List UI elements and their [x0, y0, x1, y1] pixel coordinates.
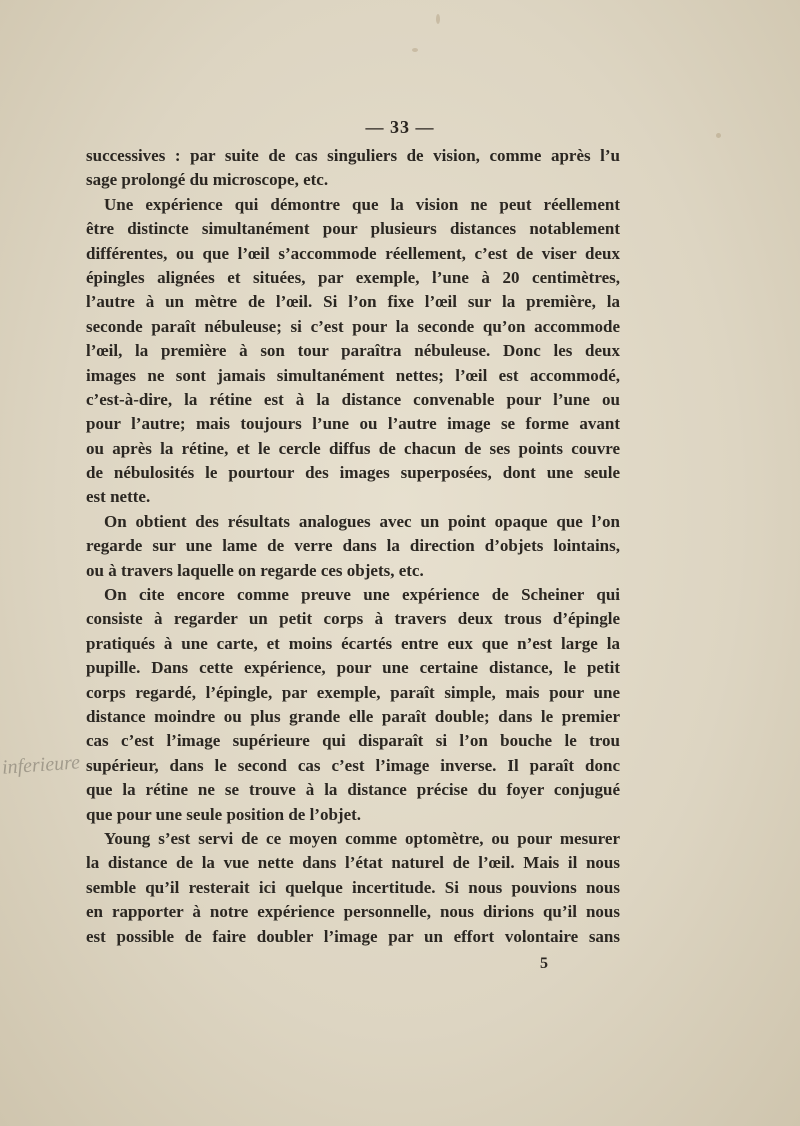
ink-spot	[436, 14, 440, 24]
text-line-content: sage prolongé du microscope, etc.	[86, 170, 329, 190]
text-line-content: images ne sont jamais simultanément nettes; l’œil est accommodé,	[86, 365, 620, 385]
text-line	[86, 290, 620, 314]
text-line	[86, 827, 620, 851]
text-line	[86, 803, 620, 827]
text-line-content: est nette.	[86, 487, 151, 507]
text-line-content: que pour une seule position de l’objet.	[86, 804, 362, 824]
signature-mark: 5	[540, 955, 548, 972]
text-line-content: l’autre à un mètre de l’œil. Si l’on fixe l’œil sur la première, la	[86, 292, 620, 312]
text-line-content: pratiqués à une carte, et moins écartés entre eux que n’est large la	[86, 633, 620, 653]
text-line-content: On cite encore comme preuve une expérience de Scheiner qui	[104, 585, 620, 605]
text-line-content: de nébulosités le pourtour des images superposées, dont une seule	[86, 463, 620, 483]
text-line-content: semble qu’il resterait ici quelque incertitude. Si nous pouvions nous	[86, 877, 620, 897]
text-line	[86, 437, 620, 461]
text-line	[86, 388, 620, 412]
page-number: — 33 —	[365, 117, 435, 137]
text-line	[86, 876, 620, 900]
text-line	[86, 900, 620, 924]
text-line-content: cas c’est l’image supérieure qui disparaît si l’on bouche le trou	[86, 731, 620, 751]
ink-spot	[412, 48, 418, 52]
text-line-content: la distance de la vue nette dans l’état naturel de l’œil. Mais il nous	[86, 853, 620, 873]
text-line	[86, 461, 620, 485]
text-line	[86, 559, 620, 583]
text-line-content: On obtient des résultats analogues avec un point opaque que l’on	[104, 511, 620, 531]
text-line-content: seconde paraît nébuleuse; si c’est pour la seconde qu’on accommode	[86, 316, 620, 336]
text-line-content: épingles alignées et situées, par exemple, l’une à 20 centimètres,	[86, 267, 620, 287]
text-line	[86, 607, 620, 631]
text-line	[86, 583, 620, 607]
text-line-content: Une expérience qui démontre que la vision ne peut réellement	[104, 194, 620, 214]
text-line	[86, 144, 620, 168]
text-line	[86, 656, 620, 680]
text-line	[86, 266, 620, 290]
handwritten-margin-note: inferieure	[1, 751, 81, 779]
text-line	[86, 681, 620, 705]
text-line-content: ou à travers laquelle on regarde ces objets, etc.	[86, 560, 424, 580]
text-line-content: différentes, ou que l’œil s’accommode réellement, c’est de viser deux	[86, 243, 620, 263]
text-line	[86, 851, 620, 875]
text-line	[86, 510, 620, 534]
text-line-content: ou après la rétine, et le cercle diffus de chacun de ses points couvre	[86, 438, 620, 458]
text-line	[86, 485, 620, 509]
text-line-content: est possible de faire doubler l’image par un effort volontaire sans	[86, 926, 620, 946]
text-line-content: consiste à regarder un petit corps à travers deux trous d’épingle	[86, 609, 620, 629]
text-line	[86, 364, 620, 388]
text-line	[86, 168, 620, 192]
text-line-content: que la rétine ne se trouve à la distance précise du foyer conjugué	[86, 780, 620, 800]
text-line-content: corps regardé, l’épingle, par exemple, paraît simple, mais pour une	[86, 682, 620, 702]
text-line-content: en rapporter à notre expérience personnelle, nous dirions qu’il nous	[86, 902, 620, 922]
text-line-content: c’est-à-dire, la rétine est à la distance convenable pour l’une ou	[86, 389, 620, 409]
text-line	[86, 412, 620, 436]
text-line-content: Young s’est servi de ce moyen comme optomètre, ou pour mesurer	[104, 828, 620, 848]
text-line	[86, 778, 620, 802]
text-line	[86, 217, 620, 241]
text-line	[86, 632, 620, 656]
text-line-content: pupille. Dans cette expérience, pour une certaine distance, le petit	[86, 658, 620, 678]
body-text	[86, 144, 620, 949]
text-line-content: pour l’autre; mais toujours l’une ou l’autre image se forme avant	[86, 414, 620, 434]
text-line	[86, 534, 620, 558]
text-line	[86, 242, 620, 266]
text-line-content: regarde sur une lame de verre dans la direction d’objets lointains,	[86, 536, 620, 556]
text-line-content: successives : par suite de cas singuliers de vision, comme après l’u	[86, 146, 620, 165]
text-line	[86, 193, 620, 217]
text-line-content: distance moindre ou plus grande elle paraît double; dans le premier	[86, 706, 620, 726]
text-line-content: supérieur, dans le second cas c’est l’image inverse. Il paraît donc	[86, 755, 620, 775]
text-line-content: l’œil, la première à son tour paraîtra nébuleuse. Donc les deux	[86, 341, 620, 361]
text-line	[86, 705, 620, 729]
text-line	[86, 729, 620, 753]
text-line	[86, 339, 620, 363]
text-line-content: être distincte simultanément pour plusieurs distances notablement	[86, 219, 620, 239]
text-line	[86, 754, 620, 778]
text-line	[86, 315, 620, 339]
text-line	[86, 925, 620, 949]
